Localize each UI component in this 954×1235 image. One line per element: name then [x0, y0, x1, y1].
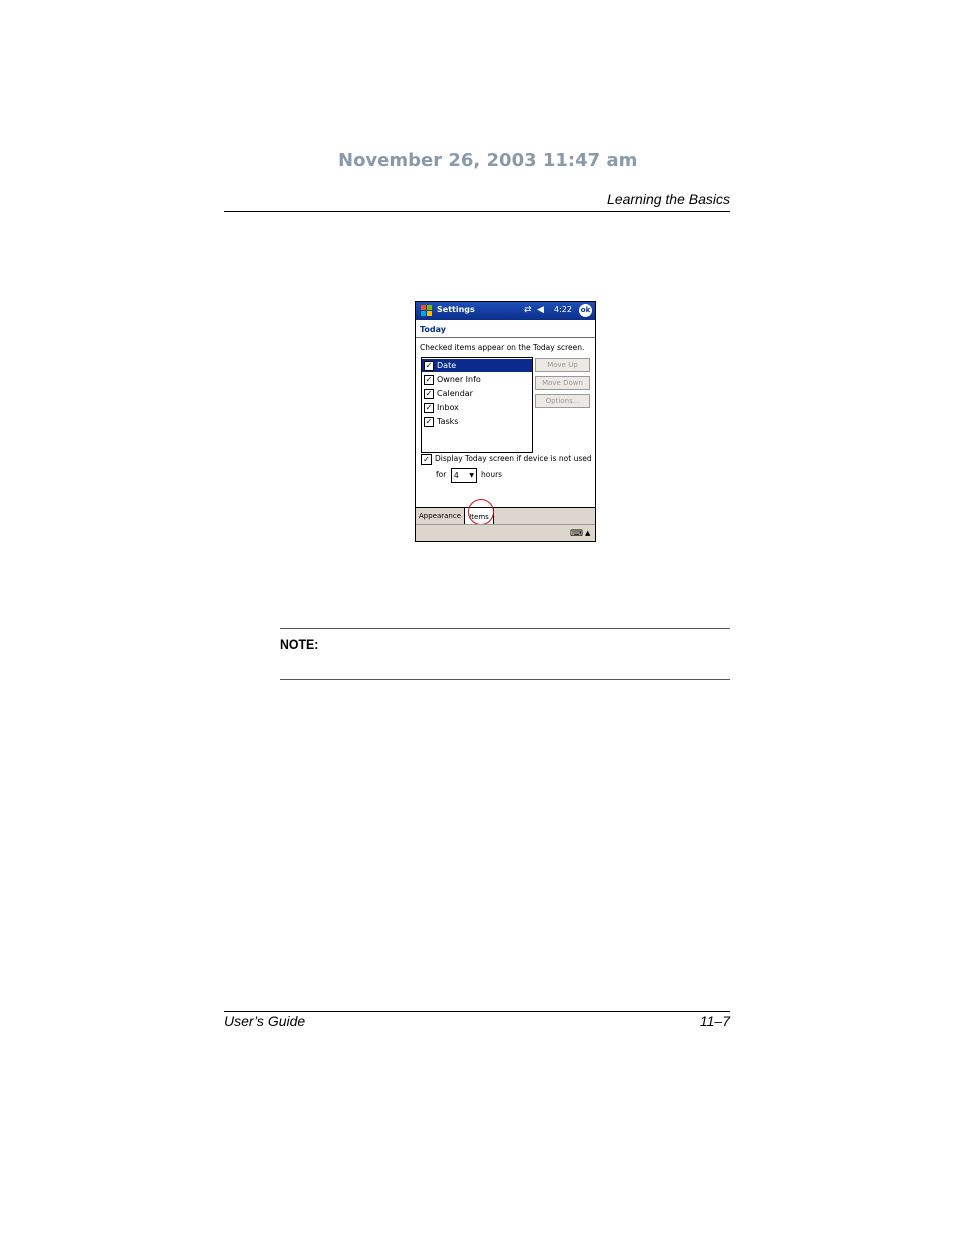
pda-page-heading: Today — [420, 325, 446, 334]
note-bottom-rule — [280, 679, 730, 680]
for-label: for — [436, 470, 447, 479]
page-number: 11–7 — [699, 1013, 730, 1029]
list-item-inbox[interactable]: ✓ Inbox — [425, 403, 459, 412]
pda-instruction-text: Checked items appear on the Today screen. — [420, 343, 585, 352]
speaker-icon[interactable]: ◀ — [537, 305, 544, 315]
running-header: Learning the Basics — [607, 191, 730, 207]
today-items-list[interactable] — [421, 357, 533, 453]
note-top-rule — [280, 628, 730, 629]
hours-dropdown[interactable]: 4 ▼ — [451, 468, 477, 483]
display-today-checkbox[interactable]: ✓ — [421, 454, 432, 465]
footer-rule — [224, 1011, 730, 1012]
pda-heading-separator — [416, 337, 595, 338]
checkbox-calendar[interactable]: ✓ — [425, 389, 433, 398]
list-item-tasks[interactable]: ✓ Tasks — [425, 417, 459, 426]
pda-menu-bar — [416, 524, 595, 542]
list-item-calendar[interactable]: ✓ Calendar — [425, 389, 473, 398]
checkbox-owner-info[interactable]: ✓ — [425, 375, 433, 384]
checkbox-date[interactable]: ✓ — [425, 361, 433, 370]
pda-clock[interactable]: 4:22 — [554, 305, 572, 314]
options-button[interactable]: Options... — [535, 394, 590, 408]
list-item-owner-info[interactable]: ✓ Owner Info — [425, 375, 481, 384]
chevron-down-icon: ▼ — [469, 472, 474, 479]
pda-tab-bar — [416, 507, 595, 525]
note-label: NOTE: — [280, 636, 319, 652]
move-up-button[interactable]: Move Up — [535, 358, 590, 372]
move-down-button[interactable]: Move Down — [535, 376, 590, 390]
checkbox-inbox[interactable]: ✓ — [425, 403, 433, 412]
ok-icon[interactable]: ok — [579, 304, 592, 317]
highlight-circle — [468, 499, 494, 525]
windows-start-icon[interactable] — [420, 304, 433, 317]
hours-label: hours — [481, 470, 503, 479]
connectivity-icon[interactable]: ⇄ — [524, 305, 532, 315]
pda-title-bar — [416, 302, 595, 320]
input-panel-arrow-icon[interactable]: ▲ — [585, 529, 591, 537]
header-rule — [224, 211, 730, 212]
pda-app-title: Settings — [437, 305, 475, 314]
print-timestamp: November 26, 2003 11:47 am — [338, 150, 638, 171]
display-today-label: Display Today screen if device is not used — [435, 454, 592, 463]
tab-items[interactable]: Items — [465, 508, 494, 525]
tab-appearance[interactable]: Appearance — [416, 508, 465, 524]
keyboard-icon[interactable]: ⌨ — [570, 529, 583, 539]
footer-guide-title: User’s Guide — [224, 1013, 306, 1029]
list-item-date[interactable]: ✓ Date — [422, 359, 532, 372]
checkbox-tasks[interactable]: ✓ — [425, 417, 433, 426]
pda-screenshot — [415, 301, 596, 542]
